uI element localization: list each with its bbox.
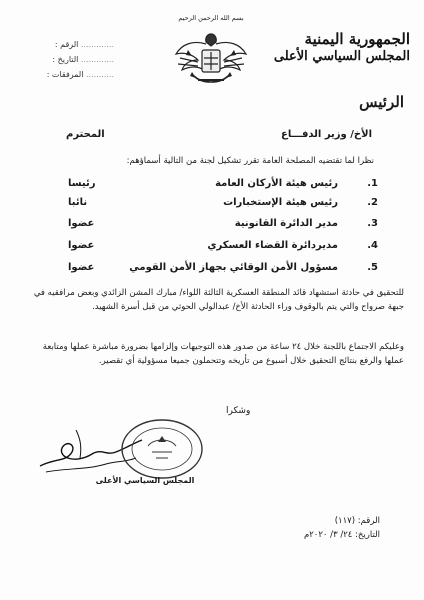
- reference-number: الرقم: (١١٧): [334, 516, 380, 526]
- member-number: 1.: [367, 178, 378, 189]
- reference-date: التاريخ: ٢٤/ ٣/ ٢٠٢٠م: [303, 530, 380, 540]
- member-role: عضوا: [68, 262, 95, 273]
- member-number: 4.: [367, 240, 378, 251]
- committee-member-2: [48, 197, 378, 211]
- committee-member-1: [48, 178, 378, 192]
- member-number: 3.: [367, 218, 378, 229]
- meta-date-row: ............. التاريخ :: [52, 55, 114, 64]
- bismillah: بسم الله الرحمن الرحيم: [178, 14, 244, 22]
- committee-member-4: [48, 240, 378, 254]
- meta-number-label: الرقم :: [54, 40, 79, 49]
- meta-attachments-label: المرفقات :: [46, 70, 84, 79]
- member-role: عضوا: [68, 240, 95, 251]
- member-number: 2.: [367, 197, 378, 208]
- committee-member-5: [48, 262, 378, 276]
- investigation-paragraph: للتحقيق في حادثة استشهاد قائد المنطقة العسكرية الثالثة اللواء/ مبارك المشن الزائدي وبعض مرافقيه في جبهة صرواح والتي يتم بالوقوف وراء الحادثة الأخ/ عبدالولي الحوثي من قبل أسرة الشهيد.: [33, 288, 404, 312]
- member-position: مدير الدائرة القانونية: [234, 218, 338, 229]
- addressee: الأخ/ وزير الدفـــاع: [281, 129, 372, 140]
- meta-date-label: التاريخ :: [52, 55, 79, 64]
- closing-thanks: وشكرا: [226, 406, 251, 416]
- official-stamp-icon: [118, 416, 206, 482]
- committee-member-3: [48, 218, 378, 232]
- member-role: عضوا: [68, 218, 95, 229]
- member-position: رئيس هيئة الإستخبارات: [223, 197, 338, 208]
- republic-name: الجمهورية اليمنية: [304, 30, 410, 48]
- member-position: مديردائرة القضاء العسكري: [207, 240, 338, 251]
- council-name: المجلس السياسي الأعلى: [273, 49, 410, 64]
- eagle-emblem-icon: [168, 14, 254, 100]
- meta-attachments-row: ........... المرفقات :: [46, 70, 114, 79]
- instructions-paragraph: وعليكم الاجتماع باللجنة خلال ٢٤ ساعة من صدور هذه التوجيهات وإلزامها بضرورة مباشرة عملها ومتابعة عملها والرفع بنتائج التحقيق خلال أسبوع من تأريخه وتتحملون جميعا مسؤولية أي تقصير.: [42, 342, 404, 366]
- intro-text: نظرا لما تقتضيه المصلحة العامة تقرر تشكيل لجنة من التالية أسماؤهم:: [126, 156, 374, 166]
- office-title: الرئيس: [359, 93, 404, 111]
- member-number: 5.: [367, 262, 378, 273]
- letterhead: [260, 30, 410, 65]
- salutation: المحترم: [66, 129, 105, 140]
- member-role: رئيسا: [68, 178, 96, 189]
- stamp-caption: المجلس السياسي الأعلى: [95, 476, 195, 485]
- member-position: مسؤول الأمن الوقائي بجهاز الأمن القومي: [129, 262, 338, 273]
- meta-number-row: ............. الرقم :: [54, 40, 114, 49]
- member-role: نائبا: [68, 197, 88, 208]
- member-position: رئيس هيئة الأركان العامة: [215, 178, 338, 189]
